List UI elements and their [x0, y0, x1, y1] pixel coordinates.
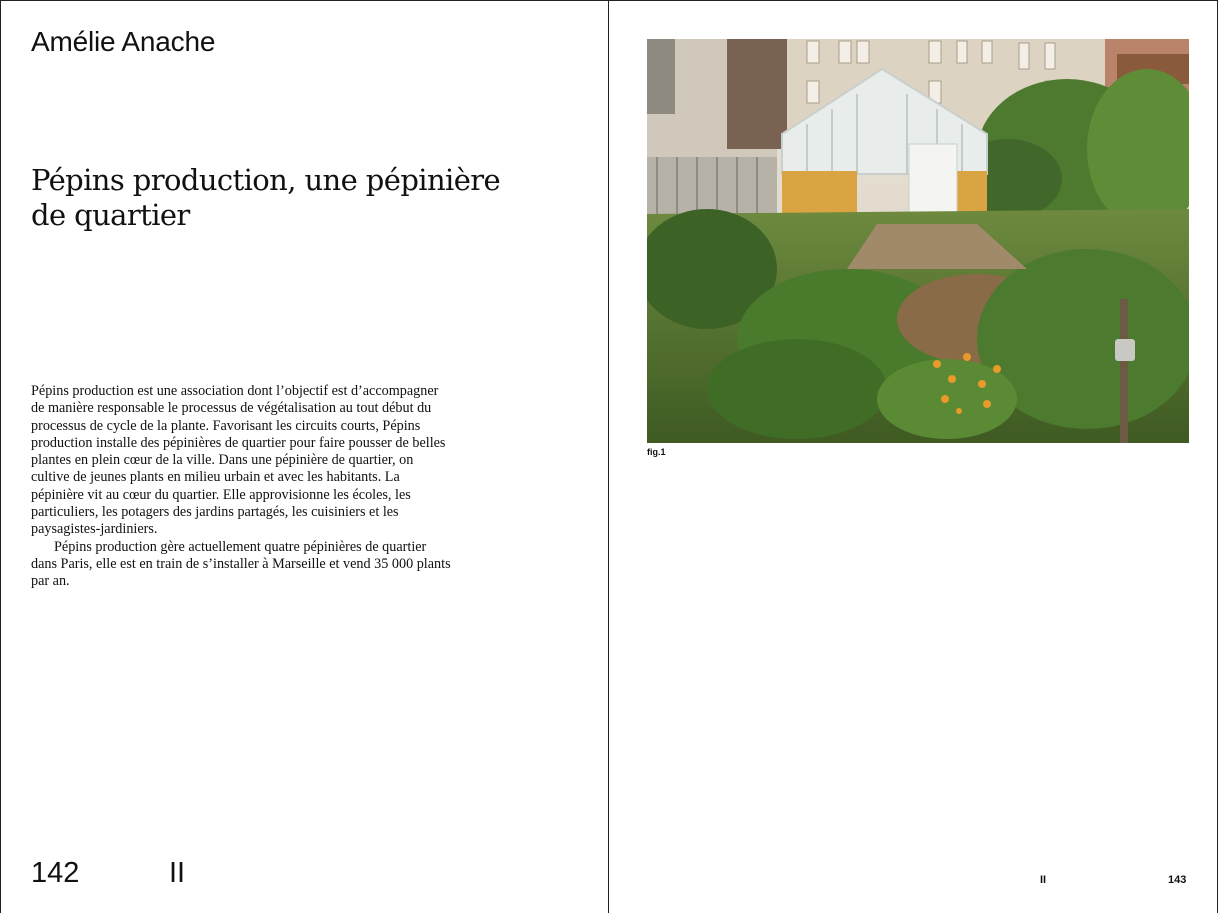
- page-number-left: 142: [31, 857, 80, 889]
- page-number-right: 143: [1168, 874, 1187, 886]
- title-line-1: Pépins production, une pépinière: [31, 163, 501, 197]
- garden-photo: [647, 39, 1189, 443]
- section-marker-left: II: [169, 857, 186, 889]
- author-name: Amélie Anache: [31, 26, 216, 57]
- right-page: [609, 0, 1218, 913]
- figure-caption: fig.1: [647, 447, 666, 457]
- article-title: [31, 163, 531, 233]
- body-text: [31, 383, 451, 591]
- paragraph-2: Pépins production gère actuellement quatre pépinières de quartier dans Paris, elle est en train de s’installer à Marseille et vend 35 000 plants par an.: [31, 538, 451, 590]
- paragraph-1: Pépins production est une association dont l’objectif est d’accompagner de manière responsable le processus de végétalisation au tout début du processus de cycle de la plante. Favorisant les circuits courts, Pépins production installe des pépinières de quartier pour faire pousser de belles plantes en plein cœur de la ville. Dans une pépinière de quartier, on cultive de jeunes plants en milieu urbain et avec les habitants. La pépinière vit au cœur du quartier. Elle approvisionne les écoles, les particuliers, les potagers des jardins partagés, les cuisiniers et les paysagistes-jardiniers.: [31, 383, 446, 538]
- section-marker-right: II: [1040, 874, 1047, 886]
- title-line-2: de quartier: [31, 198, 190, 232]
